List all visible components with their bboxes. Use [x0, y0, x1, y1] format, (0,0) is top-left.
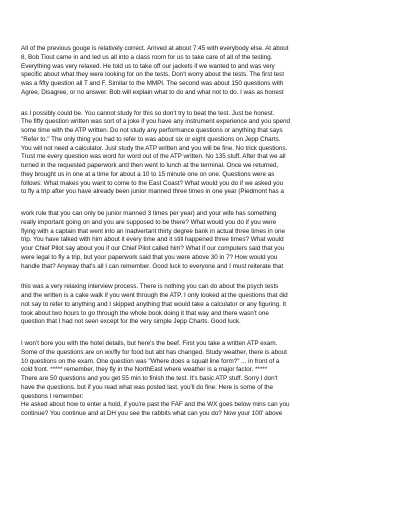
- text-line: Agree, Disagree, or no answer. Bob will explain what to do and what not to do. I was as honest: [21, 88, 284, 96]
- text-line: I won't bore you with the hotel details, but here's the beef. First you take a written ATP exam.: [21, 340, 278, 347]
- text-line: There are 50 questions and you get 55 min to finish the test. It's basic ATP stuff. Sorry I don't: [21, 375, 278, 382]
- text-line: 8, Bob Tiout came in and led us all into a class room for us to take care of all of the testing.: [21, 53, 273, 61]
- text-line: they brought us in one at a time for about a 10 to 15 minute one on one. Questions were as: [21, 170, 275, 178]
- text-line: this was a very relaxing interview process. There is nothing you can do about the psych tests: [21, 283, 279, 291]
- text-line: All of the previous gouge is relatively correct. Arrived at about 7:45 with everybody else. At about: [21, 45, 289, 52]
- text-line: your Chief Pilot say about you if our Chief Pilot called him? What if our computers said that you: [21, 245, 285, 252]
- paragraph-interview-questions: [21, 210, 387, 271]
- paragraph-written-test: [21, 110, 387, 198]
- text-line: to fly a trip after you have already been junior manned three times in one year (Piedmont has a: [21, 188, 285, 196]
- text-line: was a fifty question all T and F. Similar to the MMPI. The second was about 150 questions with: [21, 80, 284, 87]
- text-line: have the questions. but if you read what was posted last, you'll do fine. Here is some of the: [21, 383, 273, 391]
- text-line: Some of the questions are on wx/fly for food but abt has changed. Study weather, there is about: [21, 348, 287, 356]
- text-line: You will not need a calculator. Just study the ATP written and you will be fine. No trick questions.: [21, 144, 288, 152]
- text-line: really important going on and you are supposed to be there? What would you do if you were: [21, 218, 277, 226]
- text-line: He asked about how to enter a hold, if you're past the FAF and the WX goes below mins can you: [21, 401, 290, 409]
- text-line: question that I had not seen except for the very simple Jepp Charts. Good luck.: [21, 318, 241, 326]
- text-line: handle that? Anyway that's all I can remember. Good luck to everyone and I must reiterate that: [21, 262, 284, 270]
- text-line: took about two hours to go through the whole book doing it that way and there wasn't one: [21, 309, 269, 317]
- paragraph-atp-exam: [21, 340, 387, 419]
- paragraph-closing-remarks: [21, 283, 387, 327]
- text-line: specific about what they were looking for on the tests. Don't worry about the tests. The first test: [21, 71, 284, 79]
- text-line: continue? You continue and at DH you see the rabbits what can you do? Now your 100' above: [21, 410, 283, 417]
- paragraph-testing-overview: [21, 45, 387, 98]
- text-line: Trust me every question was word for word out of the ATP written. No 135 stuff. After that we all: [21, 153, 286, 161]
- text-line: The fifty question written was sort of a joke if you have any instrument experience and you spend: [21, 118, 290, 126]
- text-line: and the written is a cake walk if you went through the ATP. I only looked at the questions that did: [21, 292, 288, 299]
- text-line: some time with the ATP written. Do not study any performance questions or anything that says: [21, 127, 283, 134]
- text-line: as I possibly could be. You cannot study for this so don't try to beat the test. Just be honest.: [21, 109, 275, 117]
- text-line: questions I remember:: [21, 392, 84, 400]
- text-line: flying with a captain that went into an inadvertant thirty degree bank in actual three times in one: [21, 227, 285, 235]
- text-line: Everything was very relaxed. He told us to take off our jackets if we wanted to and was very: [21, 62, 275, 70]
- text-line: cold front. ***** remember, they fly in the NorthEast where weather is a major factor. *****: [21, 366, 268, 374]
- text-line: were legal to fly a trip, but your paperwork said that you were above 30 in 7? How would you: [21, 253, 278, 261]
- text-line: 10 questions on the exam. One question was "Where does a squall line form?" ... in front of a: [21, 357, 280, 365]
- text-line: turned in the requested paperwork and then went to lunch at the terminal. Once we returned,: [21, 162, 279, 169]
- text-line: not say to refer to anything and I skipped anything that would take a calculator or any figuring. It: [21, 300, 287, 308]
- text-line: trip. You have talked with him about it every time and it still happened three times? What would: [21, 236, 284, 244]
- text-line: work rule that you can only be junior manned 3 times per year) and your wife has something: [21, 210, 277, 217]
- text-line: follows: What makes you want to come to the East Coast? What would you do if we asked you: [21, 179, 284, 187]
- text-line: "Refer to." The only thing you had to refer to was about six or eight questions on Jepp Charts.: [21, 135, 281, 143]
